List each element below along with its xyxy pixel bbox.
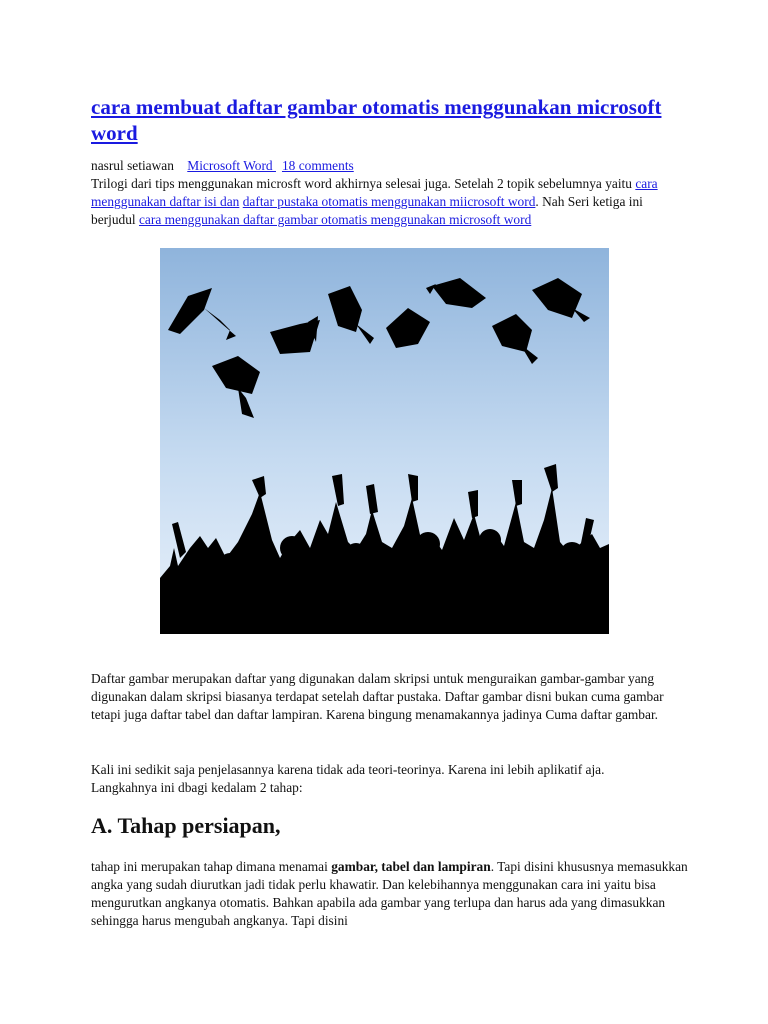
link-daftar-gambar[interactable]: cara menggunakan daftar gambar otomatis menggunakan microsoft word bbox=[138, 212, 532, 227]
link-daftar-isi[interactable]: cara menggunakan daftar isi dan bbox=[91, 176, 658, 209]
author-name: nasrul setiawan bbox=[91, 158, 174, 173]
article-title bbox=[91, 94, 681, 146]
category-link[interactable]: Microsoft Word bbox=[187, 158, 276, 173]
p3-text-1: tahap ini merupakan tahap dimana menamai bbox=[91, 859, 332, 874]
paragraph-tahap-persiapan bbox=[91, 858, 691, 930]
article-meta bbox=[91, 157, 681, 175]
article-header bbox=[91, 94, 681, 229]
intro-text-3: . Nah Seri ketiga ini berjudul bbox=[91, 194, 643, 227]
paragraph-daftar-gambar: Daftar gambar merupakan daftar yang digunakan dalam skripsi untuk menguraikan gambar-gambar yang digunakan dalam skripsi biasanya terdapat setelah daftar pustaka. Daftar gambar disni bukan cuma gambar tetapi juga daftar tabel dan daftar lampiran. Karena bingung menamakannya jadinya Cuma daftar gambar. bbox=[91, 671, 664, 722]
comments-link[interactable]: 18 comments bbox=[281, 158, 354, 173]
graduation-image bbox=[160, 248, 609, 634]
intro-text-1: Trilogi dari tips menggunakan microsft word akhirnya selesai juga. Setelah 2 topik sebelumnya yaitu bbox=[91, 176, 636, 191]
link-daftar-pustaka[interactable]: daftar pustaka otomatis menggunakan miicrosoft word bbox=[242, 194, 536, 209]
p3-bold: gambar, tabel dan lampiran bbox=[331, 859, 491, 874]
section-heading: A. Tahap persiapan, bbox=[91, 813, 281, 838]
article-title-link[interactable]: cara membuat daftar gambar otomatis menggunakan microsoft word bbox=[91, 95, 662, 145]
graduation-illustration bbox=[160, 248, 609, 634]
paragraph-langkah: Kali ini sedikit saja penjelasannya karena tidak ada teori-teorinya. Karena ini lebih aplikatif aja. Langkahnya ini dbagi kedalam 2 tahap: bbox=[91, 762, 605, 795]
p3-text-2: . Tapi disini khususnya memasukkan angka yang sudah diurutkan jadi tidak perlu khawatir. Dan kelebihannya menggunakan cara ini yaitu bisa mengurutkan angkanya otomatis. Bahkan apabila ada gambar yang terlupa dan harus ada yang dimasukkan sehingga harus mengubah angkanya. Tapi disini bbox=[91, 859, 688, 928]
intro-paragraph bbox=[91, 175, 681, 229]
